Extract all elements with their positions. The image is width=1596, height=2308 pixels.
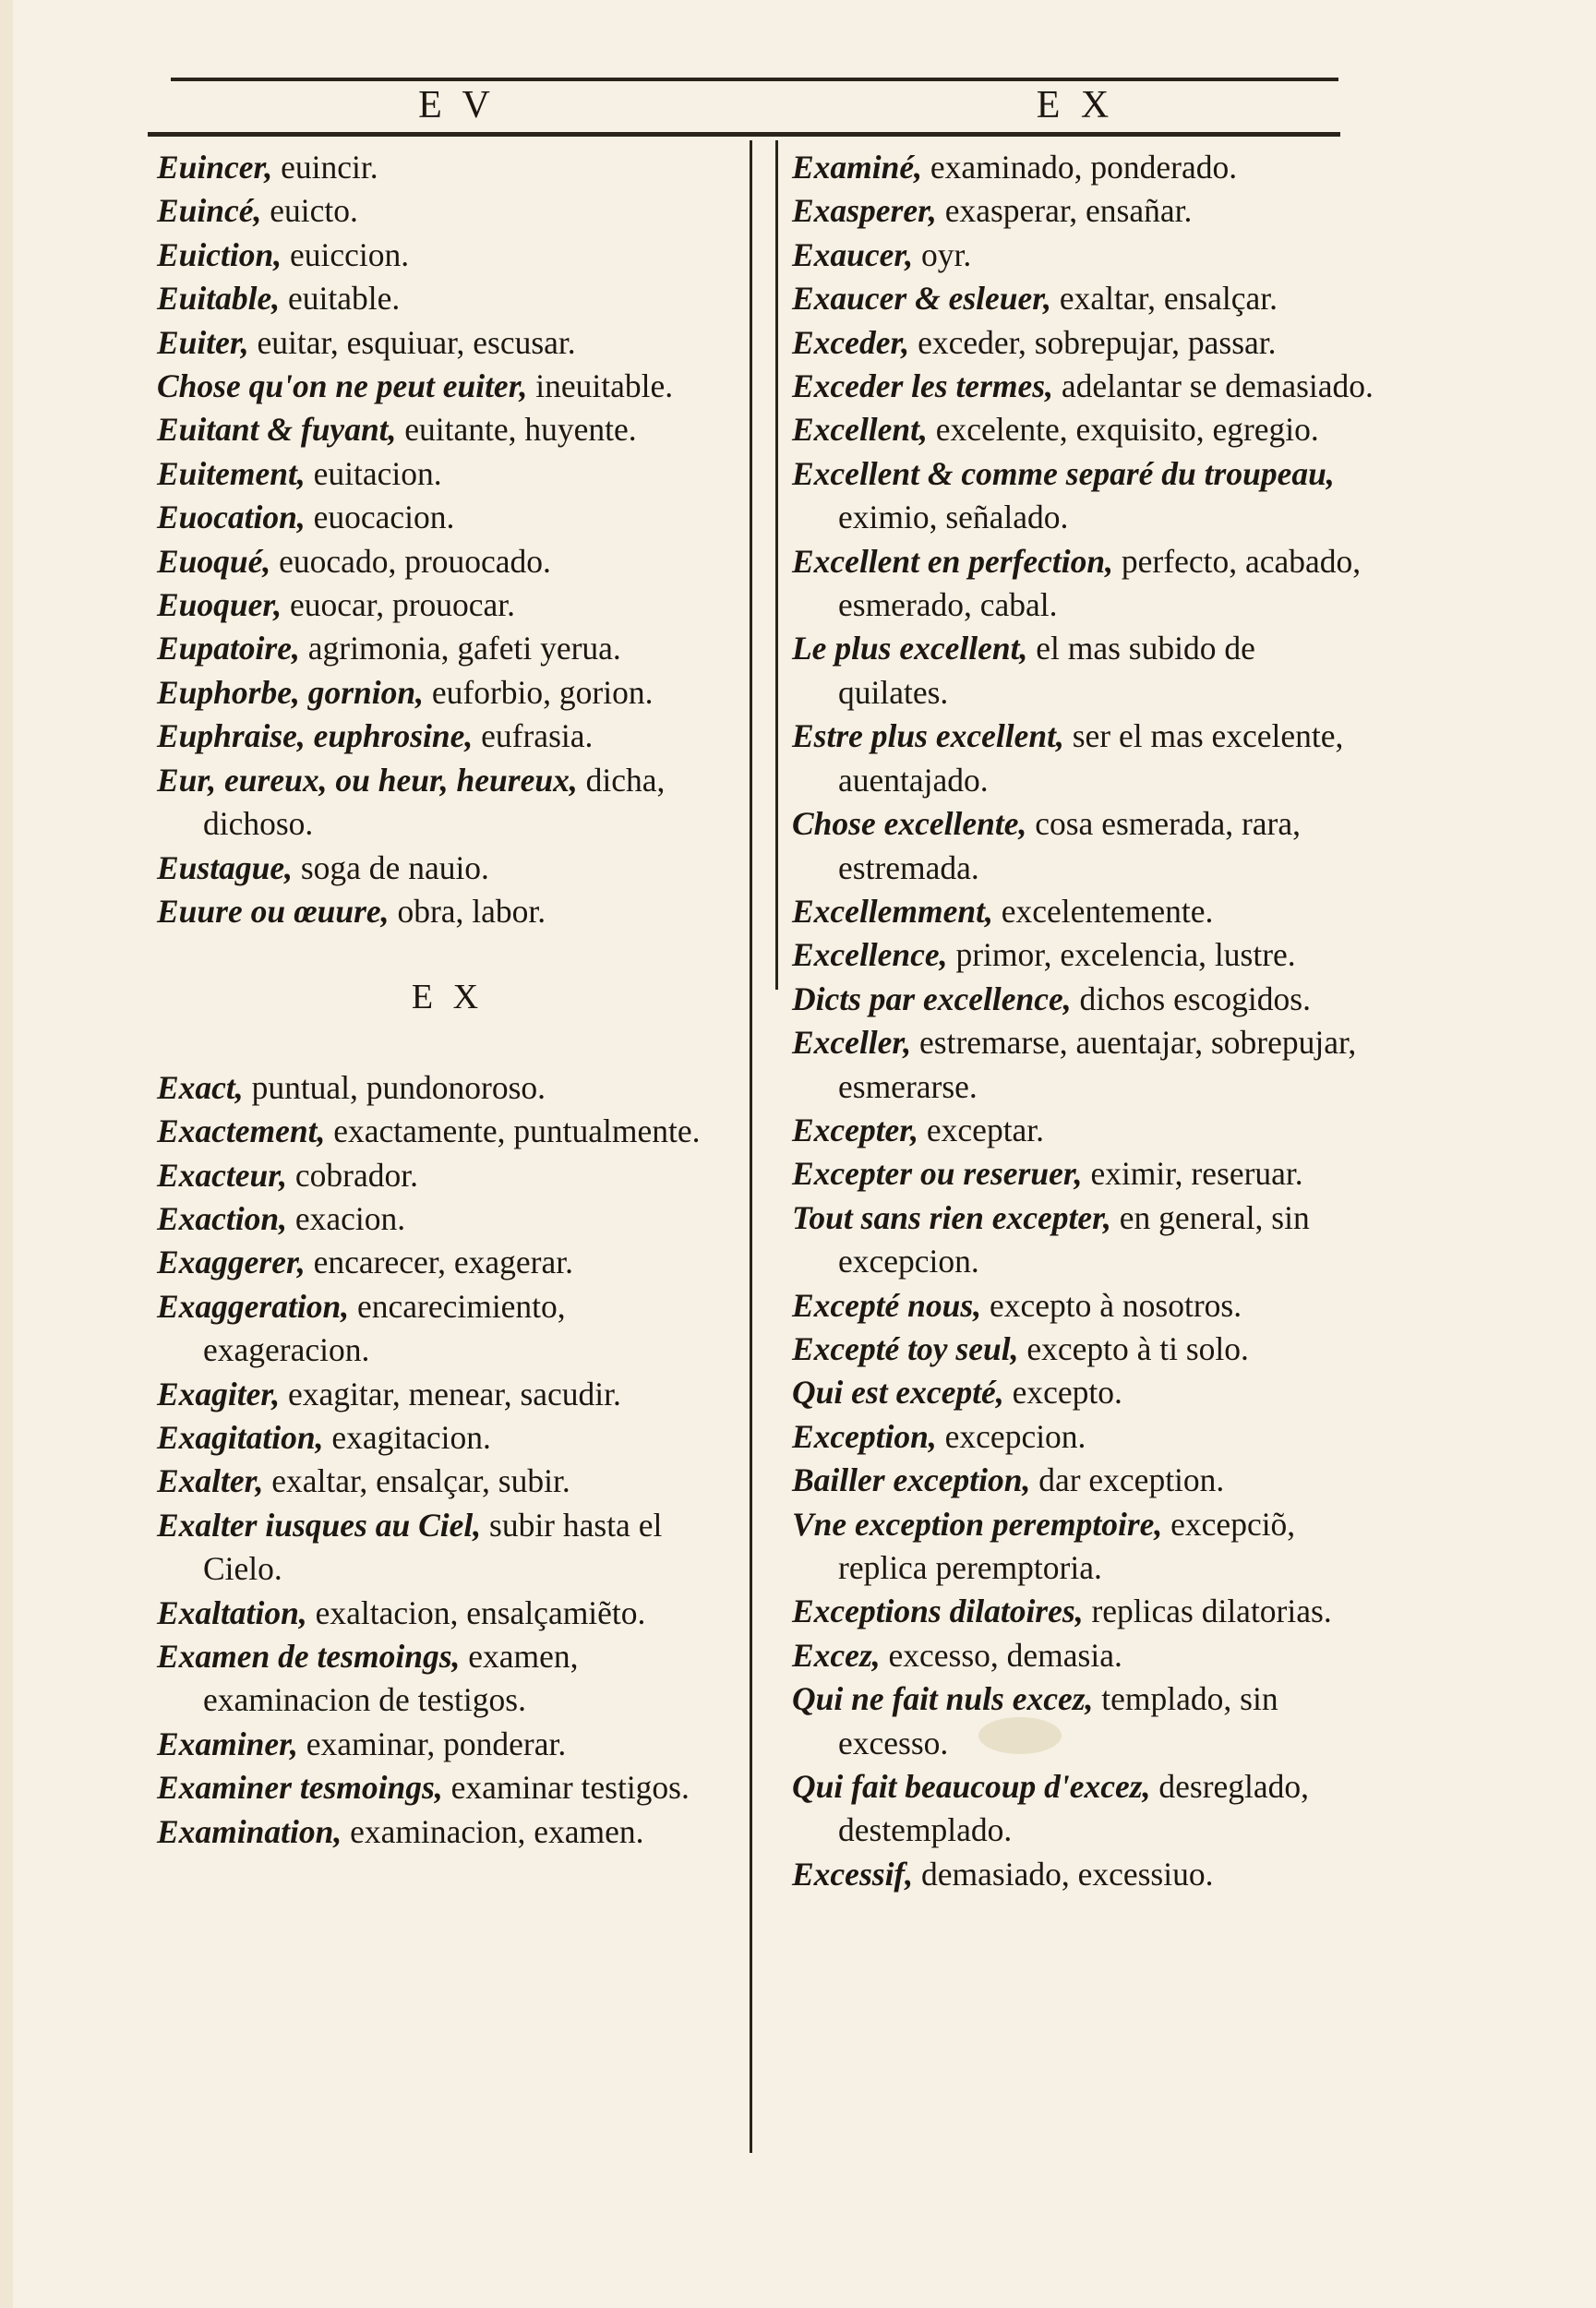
definition: primor, excelencia, lustre.	[947, 936, 1296, 974]
dictionary-entry	[792, 1328, 1374, 1371]
dictionary-entry	[157, 1810, 738, 1854]
definition: excesso, demasia.	[880, 1636, 1122, 1674]
headword: Exasperer,	[792, 192, 937, 230]
dictionary-entry	[792, 1021, 1374, 1109]
running-head-left: E V	[418, 84, 496, 126]
dictionary-entry	[792, 1284, 1374, 1328]
definition: cosa esmerada, rara, estremada.	[838, 805, 1301, 886]
dictionary-entry	[792, 540, 1374, 628]
dictionary-entry	[792, 1109, 1374, 1152]
headword: Exaltation,	[157, 1593, 307, 1631]
dictionary-entry	[157, 408, 738, 451]
definition: ineuitable.	[527, 367, 674, 405]
column-divider-upper	[775, 140, 778, 990]
headword: Eur, eureux, ou heur, heureux,	[157, 761, 578, 799]
headword: Excellemment,	[792, 892, 993, 930]
headword: Excessif,	[792, 1855, 914, 1893]
dictionary-entry	[157, 189, 738, 233]
headword: Le plus excellent,	[792, 630, 1028, 667]
dictionary-entry	[157, 496, 738, 539]
dictionary-entry	[157, 583, 738, 627]
definition: examinar, ponderar.	[297, 1725, 567, 1762]
definition: excepciõ, replica peremptoria.	[838, 1505, 1296, 1586]
definition: excelente, exquisito, egregio.	[927, 411, 1319, 449]
headword: Euincer,	[157, 149, 273, 186]
headword: Excellent,	[792, 411, 928, 449]
dictionary-entry	[157, 321, 738, 365]
header-rule	[148, 132, 1340, 137]
definition: examinar testigos.	[442, 1769, 690, 1807]
definition: templado, sin excesso.	[838, 1680, 1278, 1761]
definition: exceder, sobrepujar, passar.	[909, 323, 1277, 361]
dictionary-entry	[157, 1766, 738, 1809]
definition: dichos escogidos.	[1071, 980, 1311, 1017]
dictionary-entry	[792, 1590, 1374, 1633]
dictionary-entry	[157, 1154, 738, 1197]
definition: euocar, prouocar.	[282, 586, 516, 624]
dictionary-entry	[157, 1416, 738, 1460]
headword: Examiné,	[792, 149, 923, 186]
headword: Euitement,	[157, 454, 306, 492]
dictionary-entry	[792, 933, 1374, 977]
definition: excepto à nosotros.	[981, 1286, 1242, 1324]
dictionary-entry	[157, 1066, 738, 1110]
headword: Exaggerer,	[157, 1244, 306, 1281]
dictionary-entry	[792, 146, 1374, 189]
definition: cobrador.	[287, 1156, 418, 1194]
definition: excepto.	[1003, 1374, 1122, 1412]
definition: exaltar, ensalçar, subir.	[263, 1462, 570, 1500]
headword: Exaucer,	[792, 235, 914, 273]
dictionary-entry	[157, 1723, 738, 1766]
headword: Exceder les termes,	[792, 367, 1053, 405]
dictionary-entry	[792, 1634, 1374, 1677]
definition: euincir.	[272, 149, 378, 186]
dictionary-entry	[792, 189, 1374, 233]
dictionary-entry	[157, 627, 738, 670]
headword: Euphraise, euphrosine,	[157, 717, 474, 755]
headword: Examination,	[157, 1812, 342, 1850]
dictionary-entry	[792, 452, 1374, 540]
dictionary-entry	[157, 452, 738, 496]
dictionary-entry	[157, 1635, 738, 1723]
dictionary-entry	[792, 627, 1374, 715]
headword: Chose excellente,	[792, 805, 1027, 843]
dictionary-entry	[792, 1371, 1374, 1414]
definition: adelantar se demasiado.	[1052, 367, 1374, 405]
dictionary-entry	[792, 408, 1374, 451]
dictionary-entry	[157, 1241, 738, 1284]
headword: Euitant & fuyant,	[157, 411, 397, 449]
definition: examinacion, examen.	[342, 1812, 644, 1850]
headword: Examiner tesmoings,	[157, 1769, 443, 1807]
dictionary-entry	[792, 1765, 1374, 1853]
headword: Qui ne fait nuls excez,	[792, 1680, 1094, 1718]
dictionary-entry	[792, 1196, 1374, 1284]
definition: exaltacion, ensalçamiẽto.	[306, 1593, 646, 1631]
headword: Exact,	[157, 1068, 244, 1106]
dictionary-entry	[157, 1592, 738, 1635]
definition: exaltar, ensalçar.	[1051, 280, 1278, 318]
headword: Euoqué,	[157, 542, 271, 580]
headword: Exalter iusques au Ciel,	[157, 1506, 482, 1544]
definition: dicha, dichoso.	[203, 761, 666, 843]
dictionary-entry	[792, 1459, 1374, 1502]
definition: dar exception.	[1030, 1461, 1225, 1499]
definition: euitar, esquiuar, escusar.	[248, 323, 576, 361]
headword: Exagitation,	[157, 1418, 324, 1456]
headword: Excellent en perfection,	[792, 542, 1114, 580]
headword: Exalter,	[157, 1462, 264, 1500]
dictionary-entry	[157, 1373, 738, 1416]
definition: exasperar, ensañar.	[936, 192, 1193, 230]
dictionary-entry	[792, 1677, 1374, 1765]
headword: Bailler exception,	[792, 1461, 1031, 1499]
definition: obra, labor.	[389, 892, 546, 930]
headword: Estre plus excellent,	[792, 717, 1064, 755]
right-column	[792, 146, 1374, 1896]
definition: examen, examinacion de testigos.	[203, 1638, 579, 1719]
headword: Excez,	[792, 1636, 881, 1674]
dictionary-entry	[792, 365, 1374, 408]
headword: Exceder,	[792, 323, 910, 361]
definition: euitable.	[280, 280, 401, 318]
headword: Euure ou œuure,	[157, 892, 390, 930]
definition: excepto à ti solo.	[1018, 1329, 1249, 1367]
dictionary-entry	[792, 1853, 1374, 1896]
headword: Euoquer,	[157, 586, 282, 624]
headword: Qui fait beaucoup d'excez,	[792, 1768, 1151, 1806]
headword: Vne exception peremptoire,	[792, 1505, 1163, 1543]
headword: Exaggeration,	[157, 1287, 350, 1325]
definition: en general, sin excepcion.	[838, 1198, 1310, 1280]
dictionary-entry	[792, 890, 1374, 933]
definition: perfecto, acabado, esmerado, cabal.	[838, 542, 1362, 624]
headword: Qui est excepté,	[792, 1374, 1004, 1412]
running-head-right: E X	[1036, 84, 1115, 126]
headword: Exception,	[792, 1417, 937, 1455]
headword: Exagiter,	[157, 1375, 281, 1412]
dictionary-entry	[157, 890, 738, 933]
column-divider	[750, 140, 752, 2153]
definition: demasiado, excessiuo.	[913, 1855, 1214, 1893]
definition: eximir, reseruar.	[1082, 1155, 1303, 1193]
dictionary-entry	[792, 1152, 1374, 1196]
dictionary-entry	[792, 234, 1374, 277]
definition: exactamente, puntualmente.	[325, 1112, 701, 1150]
dictionary-entry	[157, 1504, 738, 1592]
definition: ser el mas excelente, auentajado.	[838, 717, 1344, 799]
headword: Eustague,	[157, 848, 293, 886]
dictionary-entry	[157, 277, 738, 320]
headword: Excepter ou reseruer,	[792, 1155, 1083, 1193]
definition: agrimonia, gafeti yerua.	[299, 630, 621, 667]
section-heading: E X	[411, 978, 485, 1017]
dictionary-entry	[792, 802, 1374, 890]
dictionary-entry	[157, 365, 738, 408]
definition: euocacion.	[305, 499, 455, 536]
headword: Euphorbe, gornion,	[157, 673, 425, 711]
headword: Euincé,	[157, 192, 262, 230]
headword: Exactement,	[157, 1112, 326, 1150]
dictionary-entry	[157, 759, 738, 847]
dictionary-entry	[792, 715, 1374, 802]
dictionary-entry	[792, 1503, 1374, 1591]
definition: encarecimiento, exageracion.	[203, 1287, 566, 1369]
definition: exagitacion.	[323, 1418, 491, 1456]
headword: Euitable,	[157, 280, 281, 318]
headword: Euiction,	[157, 235, 282, 273]
dictionary-entry	[157, 1285, 738, 1373]
dictionary-entry	[157, 234, 738, 277]
dictionary-entry	[792, 277, 1374, 320]
definition: euforbio, gorion.	[424, 673, 654, 711]
definition: el mas subido de quilates.	[838, 630, 1255, 711]
dictionary-entry	[792, 1415, 1374, 1459]
definition: euitacion.	[305, 454, 442, 492]
dictionary-entry	[157, 847, 738, 890]
headword: Excepté nous,	[792, 1286, 982, 1324]
definition: euicto.	[261, 192, 358, 230]
headword: Examiner,	[157, 1725, 298, 1762]
left-column	[157, 146, 738, 1854]
dictionary-entry	[157, 715, 738, 758]
headword: Excepté toy seul,	[792, 1329, 1019, 1367]
definition: euiccion.	[282, 235, 410, 273]
dictionary-entry	[157, 1110, 738, 1153]
headword: Euocation,	[157, 499, 306, 536]
definition: soga de nauio.	[292, 848, 489, 886]
dictionary-entry	[792, 978, 1374, 1021]
headword: Excellence,	[792, 936, 948, 974]
definition: eufrasia.	[473, 717, 594, 755]
definition: examinado, ponderado.	[922, 149, 1238, 186]
headword: Tout sans rien excepter,	[792, 1198, 1111, 1236]
dictionary-entry	[792, 321, 1374, 365]
headword: Exaction,	[157, 1199, 288, 1237]
headword: Dicts par excellence,	[792, 980, 1072, 1017]
definition: exceptar.	[918, 1111, 1045, 1148]
headword: Eupatoire,	[157, 630, 300, 667]
definition: desreglado, destemplado.	[838, 1768, 1310, 1849]
dictionary-entry	[157, 540, 738, 583]
definition: encarecer, exagerar.	[305, 1244, 573, 1281]
headword: Euiter,	[157, 323, 249, 361]
dictionary-entry	[157, 1197, 738, 1241]
dictionary-entry	[157, 1460, 738, 1503]
definition: exagitar, menear, sacudir.	[280, 1375, 621, 1412]
definition: replicas dilatorias.	[1083, 1593, 1332, 1630]
headword: Excepter,	[792, 1111, 919, 1148]
definition: puntual, pundonoroso.	[243, 1068, 546, 1106]
definition: exacion.	[287, 1199, 406, 1237]
definition: eximio, señalado.	[838, 499, 1069, 536]
definition: oyr.	[913, 235, 972, 273]
headword: Exacteur,	[157, 1156, 288, 1194]
definition: estremarse, auentajar, sobrepujar, esmerarse.	[838, 1024, 1357, 1105]
headword: Exceller,	[792, 1024, 912, 1062]
definition: excelentemente.	[992, 892, 1214, 930]
definition: subir hasta el Cielo.	[203, 1506, 663, 1588]
dictionary-entry	[157, 146, 738, 189]
headword: Examen de tesmoings,	[157, 1638, 461, 1675]
dictionary-entry	[157, 671, 738, 715]
definition: euocado, prouocado.	[270, 542, 551, 580]
definition: excepcion.	[936, 1417, 1086, 1455]
definition: euitante, huyente.	[396, 411, 637, 449]
headword: Excellent & comme separé du troupeau,	[792, 454, 1335, 492]
headword: Exceptions dilatoires,	[792, 1593, 1084, 1630]
headword: Chose qu'on ne peut euiter,	[157, 367, 528, 405]
headword: Exaucer & esleuer,	[792, 280, 1052, 318]
